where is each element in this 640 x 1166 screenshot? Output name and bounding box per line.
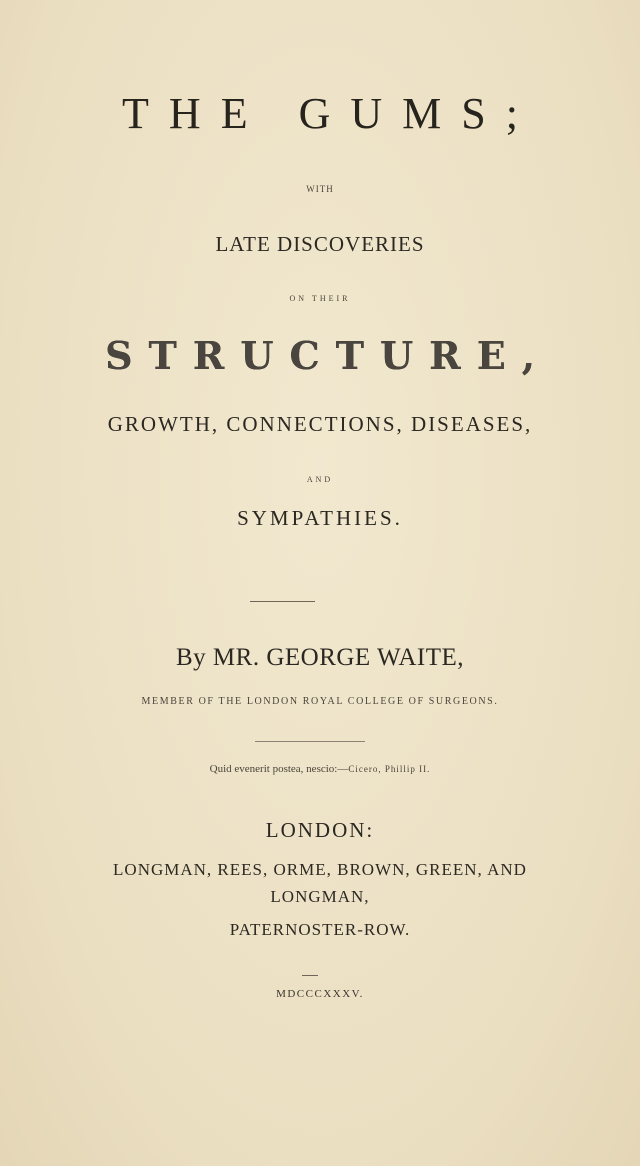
subtitle-growth-line: GROWTH, CONNECTIONS, DISEASES, — [107, 412, 533, 436]
imprint-address: PATERNOSTER-ROW. — [229, 920, 411, 939]
divider-rule — [302, 975, 318, 976]
book-title: THE GUMS; — [122, 89, 538, 138]
imprint-publisher-line2: LONGMAN, — [270, 887, 370, 906]
author-by: By — [175, 644, 207, 671]
and-label: AND — [306, 475, 334, 484]
epigraph-attribution: Cicero, Phillip II. — [348, 764, 431, 774]
author-membership: MEMBER OF THE LONDON ROYAL COLLEGE OF SURGEONS. — [141, 696, 499, 707]
epigraph-text: Quid evenerit postea, nescio:— — [209, 763, 349, 775]
subtitle-sympathies: SYMPATHIES. — [237, 506, 403, 530]
on-their-label: ON THEIR — [289, 294, 351, 303]
author-line — [0, 644, 640, 672]
imprint-date: MDCCCXXXV. — [276, 988, 364, 1000]
subtitle-late-discoveries: LATE DISCOVERIES — [215, 232, 425, 256]
imprint-publisher-line1: LONGMAN, REES, ORME, BROWN, GREEN, AND — [113, 860, 527, 879]
author-name: MR. GEORGE WAITE, — [212, 644, 464, 671]
imprint-city: LONDON: — [265, 818, 375, 842]
divider-rule — [250, 601, 315, 602]
divider-rule — [255, 741, 365, 742]
with-label: WITH — [306, 184, 334, 194]
subtitle-structure: STRUCTURE, — [105, 333, 551, 378]
epigraph — [0, 763, 640, 775]
